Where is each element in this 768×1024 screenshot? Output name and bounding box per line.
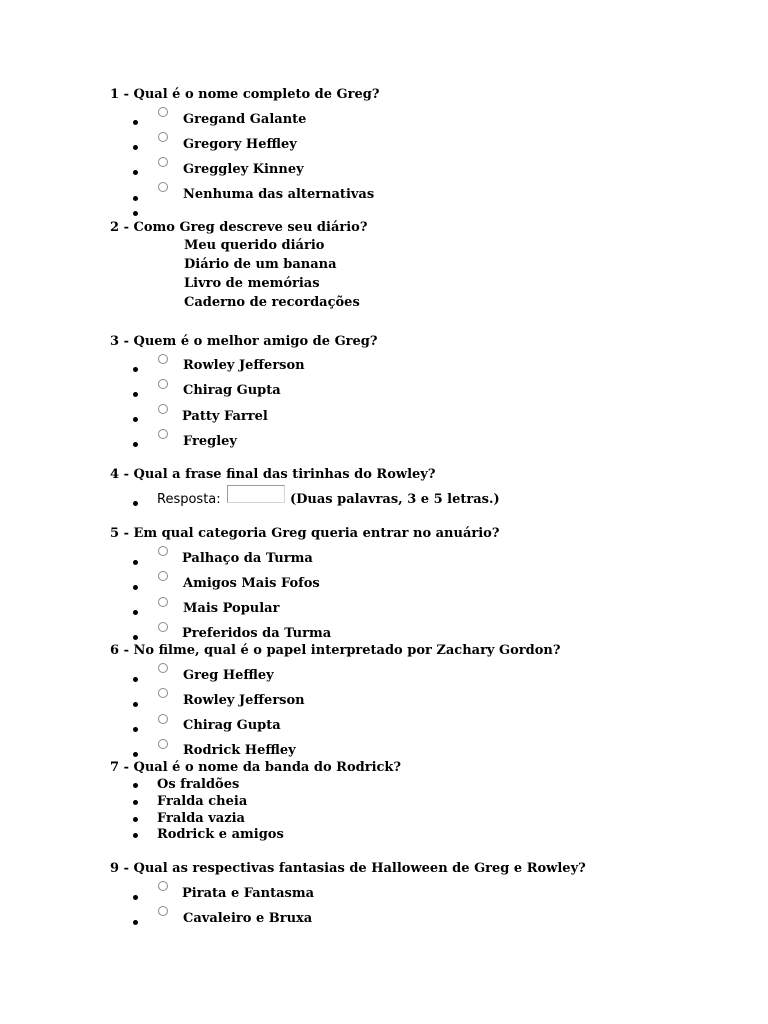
bullet-icon bbox=[133, 196, 138, 201]
radio-q3-opt4[interactable] bbox=[158, 429, 168, 439]
radio-q1-opt1[interactable] bbox=[158, 107, 168, 117]
bullet-icon bbox=[133, 817, 138, 822]
radio-q6-opt3[interactable] bbox=[158, 714, 168, 724]
question-2-title: 2 - Como Greg descreve seu diário? bbox=[110, 220, 368, 235]
bullet-icon bbox=[133, 120, 138, 125]
bullet-icon bbox=[133, 585, 138, 590]
bullet-icon bbox=[133, 170, 138, 175]
radio-q5-opt1[interactable] bbox=[158, 546, 168, 556]
bullet-icon bbox=[133, 800, 138, 805]
q2-option-label: Diário de um banana bbox=[184, 257, 337, 272]
answer-input[interactable] bbox=[227, 485, 285, 503]
q9-option-label: Cavaleiro e Bruxa bbox=[183, 911, 313, 926]
q3-option-label: Chirag Gupta bbox=[183, 383, 281, 398]
radio-q1-opt2[interactable] bbox=[158, 132, 168, 142]
bullet-icon bbox=[133, 560, 138, 565]
radio-q3-opt1[interactable] bbox=[158, 354, 168, 364]
bullet-icon bbox=[133, 895, 138, 900]
q6-option-label: Rowley Jefferson bbox=[183, 693, 305, 708]
q1-option-label: Gregand Galante bbox=[183, 112, 307, 127]
bullet-icon bbox=[133, 211, 138, 216]
radio-q3-opt3[interactable] bbox=[158, 404, 168, 414]
bullet-icon bbox=[133, 833, 138, 838]
radio-q3-opt2[interactable] bbox=[158, 379, 168, 389]
bullet-icon bbox=[133, 145, 138, 150]
question-4-title: 4 - Qual a frase final das tirinhas do Rowley? bbox=[110, 467, 436, 482]
q6-option-label: Rodrick Heffley bbox=[183, 743, 296, 758]
q5-option-label: Mais Popular bbox=[183, 601, 280, 616]
radio-q5-opt4[interactable] bbox=[158, 622, 168, 632]
bullet-icon bbox=[133, 442, 138, 447]
radio-q9-opt1[interactable] bbox=[158, 881, 168, 891]
q3-option-label: Fregley bbox=[183, 434, 237, 449]
question-6-title: 6 - No filme, qual é o papel interpretado por Zachary Gordon? bbox=[110, 643, 561, 658]
bullet-icon bbox=[133, 417, 138, 422]
q1-option-label: Gregory Heffley bbox=[183, 137, 297, 152]
question-5-title: 5 - Em qual categoria Greg queria entrar no anuário? bbox=[110, 526, 500, 541]
q5-option-label: Preferidos da Turma bbox=[182, 626, 332, 641]
bullet-icon bbox=[133, 392, 138, 397]
radio-q6-opt1[interactable] bbox=[158, 663, 168, 673]
q9-option-label: Pirata e Fantasma bbox=[182, 886, 315, 901]
q5-option-label: Amigos Mais Fofos bbox=[183, 576, 320, 591]
q7-option-label: Fralda cheia bbox=[157, 794, 248, 809]
q2-option-label: Livro de memórias bbox=[184, 276, 320, 291]
bullet-icon bbox=[133, 752, 138, 757]
radio-q6-opt2[interactable] bbox=[158, 688, 168, 698]
bullet-icon bbox=[133, 920, 138, 925]
q7-option-label: Rodrick e amigos bbox=[157, 827, 284, 842]
radio-q5-opt3[interactable] bbox=[158, 597, 168, 607]
q1-option-label: Nenhuma das alternativas bbox=[183, 187, 375, 202]
radio-q1-opt4[interactable] bbox=[158, 182, 168, 192]
bullet-icon bbox=[133, 677, 138, 682]
q6-option-label: Greg Heffley bbox=[183, 668, 274, 683]
q7-option-label: Os fraldões bbox=[157, 777, 240, 792]
bullet-icon bbox=[133, 635, 138, 640]
q7-option-label: Fralda vazia bbox=[157, 811, 245, 826]
q2-option-label: Caderno de recordações bbox=[184, 295, 360, 310]
question-1-title: 1 - Qual é o nome completo de Greg? bbox=[110, 87, 380, 102]
q3-option-label: Rowley Jefferson bbox=[183, 358, 305, 373]
radio-q5-opt2[interactable] bbox=[158, 571, 168, 581]
bullet-icon bbox=[133, 783, 138, 788]
q5-option-label: Palhaço da Turma bbox=[182, 551, 313, 566]
question-3-title: 3 - Quem é o melhor amigo de Greg? bbox=[110, 334, 378, 349]
radio-q1-opt3[interactable] bbox=[158, 157, 168, 167]
q6-option-label: Chirag Gupta bbox=[183, 718, 281, 733]
radio-q6-opt4[interactable] bbox=[158, 739, 168, 749]
bullet-icon bbox=[133, 610, 138, 615]
q3-option-label: Patty Farrel bbox=[182, 409, 268, 424]
answer-hint: (Duas palavras, 3 e 5 letras.) bbox=[290, 492, 500, 507]
q1-option-label: Greggley Kinney bbox=[183, 162, 304, 177]
question-7-title: 7 - Qual é o nome da banda do Rodrick? bbox=[110, 760, 402, 775]
question-9-title: 9 - Qual as respectivas fantasias de Halloween de Greg e Rowley? bbox=[110, 861, 586, 876]
radio-q9-opt2[interactable] bbox=[158, 906, 168, 916]
answer-label: Resposta: bbox=[157, 492, 221, 507]
bullet-icon bbox=[133, 727, 138, 732]
bullet-icon bbox=[133, 702, 138, 707]
q2-option-label: Meu querido diário bbox=[184, 238, 325, 253]
bullet-icon bbox=[133, 501, 138, 506]
bullet-icon bbox=[133, 367, 138, 372]
